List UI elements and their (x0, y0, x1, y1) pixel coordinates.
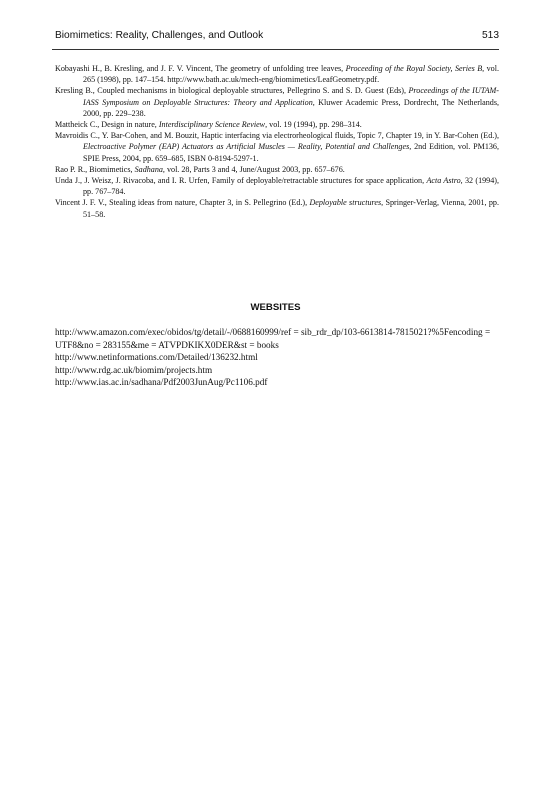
reference-journal: Proceeding of the Royal Society, Series B (345, 64, 483, 73)
website-list (55, 326, 499, 389)
reference-journal: Sadhana (134, 164, 163, 174)
website-link[interactable]: http://www.rdg.ac.uk/biomim/projects.htm (55, 364, 213, 375)
reference-journal: Electroactive Polymer (EAP) Actuators as Artificial Muscles — Reality, Potential and Challenges (83, 142, 410, 152)
reference-journal: Deployable structures (309, 198, 382, 208)
reference-item: Rao P. R., Biomimetics, Sadhana, vol. 28, Parts 3 and 4, June/August 2003, pp. 657–676. (55, 164, 345, 174)
reference-journal: Interdisciplinary Science Review (158, 120, 266, 130)
website-link[interactable]: http://www.ias.ac.in/sadhana/Pdf2003JunAug/Pc1106.pdf (55, 377, 268, 388)
reference-item: Vincent J. F. V., Stealing ideas from nature, Chapter 3, in S. Pellegrino (Ed.), Deployable structures, Springer-Verlag, Vienna, 2001, pp. 51–58. (55, 198, 499, 219)
reference-journal: Acta Astro (426, 176, 461, 186)
reference-item: Kobayashi H., B. Kresling, and J. F. V. Vincent, The geometry of unfolding tree leaves, Proceeding of the Royal Society, Series B, vol. 265 (1998), pp. 147–154. http://www.bath.ac.uk/mech-eng/biomimetics/LeafGeometry.pdf. (55, 64, 499, 85)
reference-journal: Proceedings of the IUTAM-IASS Symposium on Deployable Structures: Theory and Application (83, 86, 499, 107)
reference-item: Mavroidis C., Y. Bar-Cohen, and M. Bouzit, Haptic interfacing via electrorheological fluids, Topic 7, Chapter 19, in Y. Bar-Cohen (Ed.), Electroactive Polymer (EAP) Actuators as Artificial Muscles — Reality, Potential and Challenges, 2nd Edition, vol. PM136, SPIE Press, 2004, pp. 659–685, ISBN 0-8194-5297-1. (55, 131, 500, 163)
websites-heading: WEBSITES (250, 302, 301, 313)
page-number: 513 (482, 30, 499, 41)
reference-item: Unda J., J. Weisz, J. Rivacoba, and I. R. Urfen, Family of deployable/retractable structures for space application, Acta Astro, 32 (1994), pp. 767–784. (55, 176, 499, 197)
running-header (55, 30, 499, 41)
running-title: Biomimetics: Reality, Challenges, and Outlook (55, 30, 264, 41)
reference-item: Mattheick C., Design in nature, Interdisciplinary Science Review, vol. 19 (1994), pp. 298–314. (55, 120, 362, 130)
reference-list (55, 63, 499, 220)
reference-item: Kresling B., Coupled mechanisms in biological deployable structures, Pellegrino S. and S. D. Guest (Eds), Proceedings of the IUTAM-IASS Symposium on Deployable Structures: Theory and Application, Kluwer Academic Press, Dordrecht, The Netherlands, 2000, pp. 229–238. (55, 86, 499, 118)
website-link[interactable]: http://www.amazon.com/exec/obidos/tg/detail/-/0688160999/ref = sib_rdr_dp/103-6613814-7815021?%5Fencoding = UTF8&no = 283155&me = ATVPDKIKX0DER&st = books (55, 327, 491, 350)
header-rule (52, 49, 499, 50)
website-link[interactable]: http://www.netinformations.com/Detailed/136232.html (55, 352, 258, 363)
